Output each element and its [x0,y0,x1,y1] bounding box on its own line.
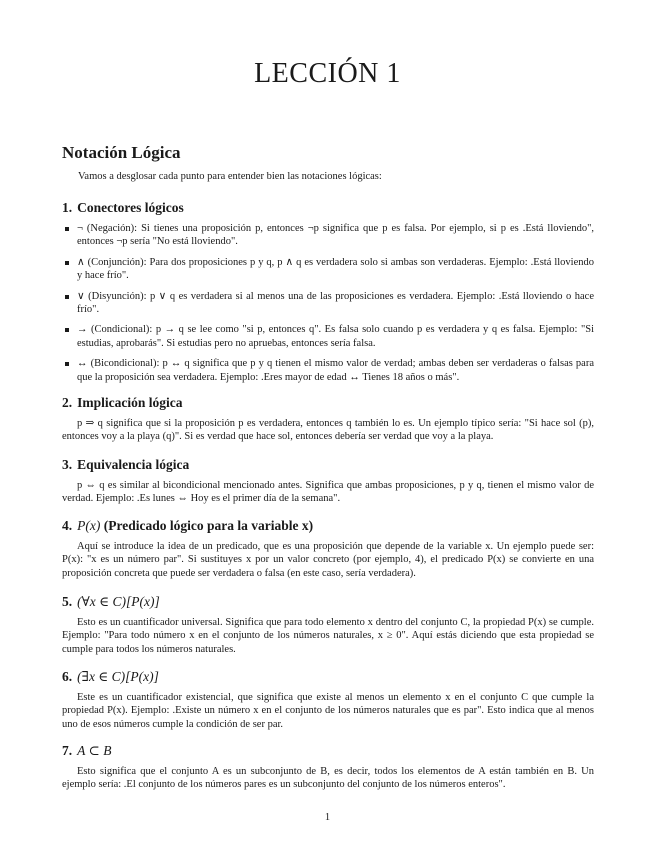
section-heading-text: Implicación lógica [77,395,183,410]
section-number: 2. [62,395,73,410]
list-item-negation: ¬ (Negación): Si tienes una proposición p, entonces ¬p significa que p es falsa. Por ejemplo, si p es .Está lloviendo", entonces ¬p sería "No está lloviendo". [62,222,594,249]
section-heading [62,743,594,759]
section-heading [62,457,594,473]
section-heading-math: A ⊂ B [77,743,112,758]
intro-paragraph: Vamos a desglosar cada punto para entender bien las notaciones lógicas: [78,171,382,182]
section-number: 6. [62,669,73,684]
section-equivalencia [62,457,594,506]
list-item-conjunction: ∧ (Conjunción): Para dos proposiciones p y q, p ∧ q es verdadera solo si ambas son verdaderas. Ejemplo: .Está lloviendo y hace frío". [62,256,594,283]
page-number: 1 [324,812,331,823]
section-universal [62,594,594,656]
section-number: 4. [62,518,73,533]
section-paragraph: Este es un cuantificador existencial, que significa que existe al menos un elemento x en el conjunto C que cumple la propiedad P(x). Ejemplo: .Existe un número x en el conjunto de los números naturales que es par". Esto indica que al menos uno de esos números cumple la condición de ser par. [62,692,594,730]
section-number: 5. [62,594,73,609]
list-item-biconditional: ↔ (Bicondicional): p ↔ q significa que p y q tienen el mismo valor de verdad; ambas deben ser verdaderas o falsas para que la proposición sea verdadera. Ejemplo: .Eres mayor de edad ↔ Tienes 18 años o más". [62,357,594,384]
section-paragraph: Aquí se introduce la idea de un predicado, que es una proposición que depende de la variable x. Un ejemplo puede ser: P(x): "x es un número par". Si sustituyes x por un valor concreto (por ejemplo, 4), el predicado P(x) se convierte en una proposición concreta que puede ser verdadera o falsa (en este caso, sería verdadera). [62,541,594,579]
section-number: 3. [62,457,73,472]
section-heading [62,594,594,610]
section-conectores [62,200,594,391]
section-heading-text: Conectores lógicos [77,200,184,215]
section-paragraph: p ⇒ q significa que si la proposición p es verdadera, entonces q también lo es. Un ejemplo típico sería: "Si hace sol (p), entonces voy a la playa (q)". Si es verdad que hace sol, entonces debería ser verdad que voy a la playa. [62,418,594,443]
section-existencial [62,669,594,731]
connector-list [62,222,594,384]
section-predicado [62,518,594,580]
section-heading-text: Equivalencia lógica [77,457,190,472]
section-heading [62,518,594,534]
section-heading-math: P(x) [77,518,101,533]
section-number: 7. [62,743,73,758]
section-subconjunto [62,743,594,792]
section-title: Notación Lógica [62,143,181,162]
section-implicacion [62,395,594,444]
section-heading [62,669,594,685]
document-title: LECCIÓN 1 [254,58,401,89]
section-paragraph: Esto significa que el conjunto A es un subconjunto de B, es decir, todos los elementos de A están también en B. Un ejemplo sería: .El conjunto de los números pares es un subconjunto del conjunto de los números enteros". [62,766,594,791]
section-paragraph: p ⇔ q es similar al bicondicional mencionado antes. Significa que ambas proposiciones, p y q, tienen el mismo valor de verdad. Ejemplo: .Es lunes ⇔ Hoy es el primer día de la semana". [62,480,594,505]
list-item-conditional: → (Condicional): p → q se lee como "si p, entonces q". Es falsa solo cuando p es verdadera y q es falsa. Ejemplo: "Si estudias, aprobarás". Si estudias pero no apruebas, entonces sería falsa. [62,323,594,350]
section-number: 1. [62,200,73,215]
section-paragraph: Esto es un cuantificador universal. Significa que para todo elemento x dentro del conjunto C, la propiedad P(x) se cumple. Ejemplo: "Para todo número x en el conjunto de los números naturales, x ≥ 0". Aquí estás diciendo que esta propiedad se cumple para todos los números naturales. [62,617,594,655]
list-item-disjunction: ∨ (Disyunción): p ∨ q es verdadera si al menos una de las proposiciones es verdadera. Ejemplo: .Está lloviendo o hace frío". [62,290,594,317]
section-heading-math: (∀x ∈ C)[P(x)] [77,594,160,609]
section-heading-math: (∃x ∈ C)[P(x)] [77,669,159,684]
section-heading-text: (Predicado lógico para la variable x) [103,518,314,533]
section-heading [62,200,594,216]
section-heading [62,395,594,411]
